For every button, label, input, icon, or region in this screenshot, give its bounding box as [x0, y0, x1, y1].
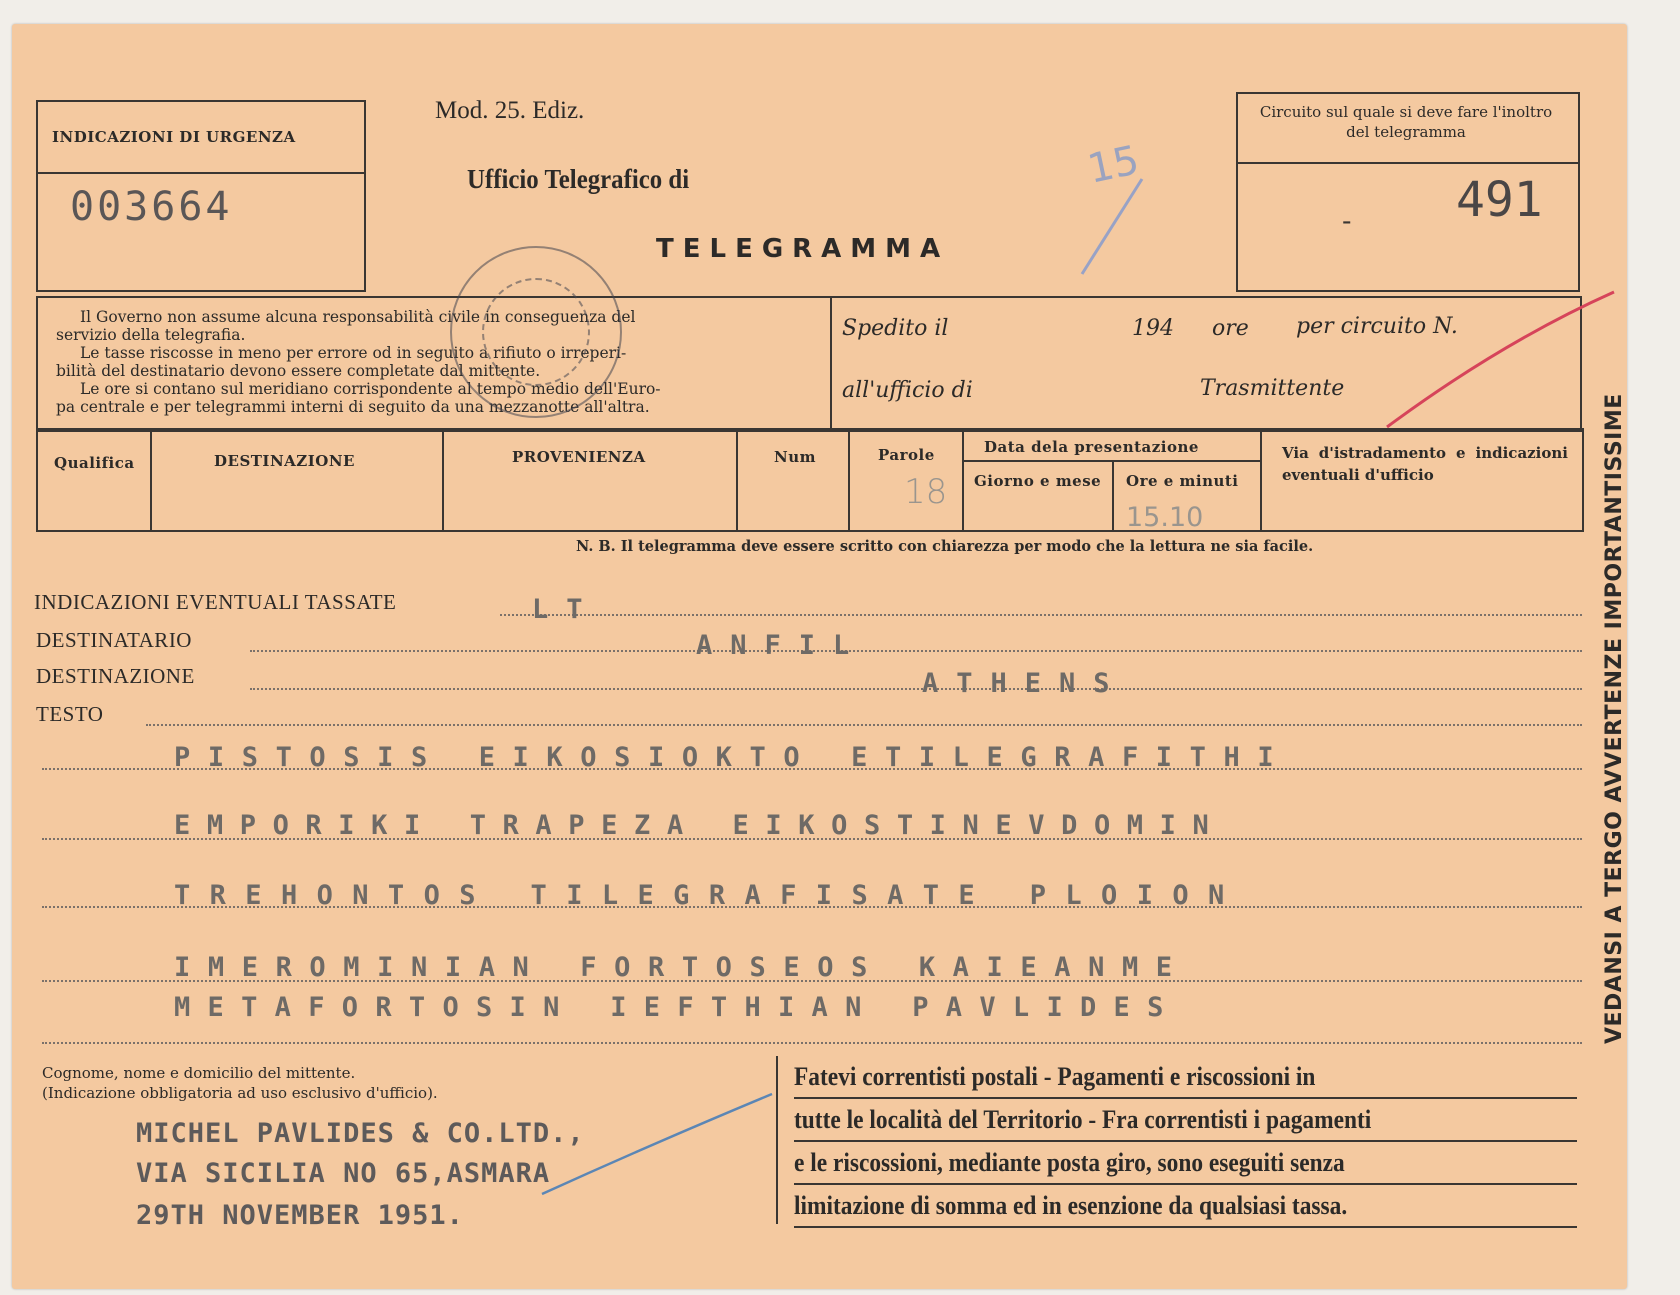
notice-line: pa centrale e per telegrammi interni di seguito da una mezzanotte all'altra.	[56, 398, 650, 416]
pencil-stroke	[1072, 174, 1152, 284]
side-warning-text: VEDANSI A TERGO AVVERTENZE IMPORTANTISSIME	[1602, 393, 1627, 1044]
circuit-number: 491	[1456, 172, 1543, 228]
nb-note: N. B. Il telegramma deve essere scritto con chiarezza per modo che la lettura ne sia facile.	[576, 538, 1314, 555]
advert-line: tutte le località del Territorio - Fra correntisti i pagamenti	[794, 1099, 1577, 1142]
destinazione-label: DESTINAZIONE	[36, 664, 195, 688]
blue-pen-stroke	[532, 1084, 792, 1204]
pencil-mark: 15	[1083, 137, 1144, 193]
tassate-label: INDICAZIONI EVENTUALI TASSATE	[34, 590, 397, 614]
col-num: Num	[774, 448, 816, 466]
office-label: Ufficio Telegrafico di	[467, 164, 690, 194]
col-data-presentazione: Data dela presentazione	[984, 438, 1199, 456]
circuit-dash: -	[1342, 204, 1352, 237]
ore-label: ore	[1212, 316, 1249, 341]
advert-line: limitazione di somma ed in esenzione da qualsiasi tassa.	[794, 1185, 1577, 1228]
document-title: TELEGRAMMA	[656, 234, 950, 264]
col-qualifica: Qualifica	[54, 454, 135, 472]
col-ore-minuti: Ore e minuti	[1126, 472, 1239, 490]
advert-divider	[776, 1056, 778, 1224]
sender-label-2: (Indicazione obbligatoria ad uso esclusivo d'ufficio).	[42, 1084, 438, 1102]
destinatario-value[interactable]: ANFIL	[696, 630, 868, 661]
text-line-5[interactable]: METAFORTOSIN IEFTHIAN PAVLIDES	[174, 992, 1181, 1023]
notice-line: Il Governo non assume alcuna responsabilità civile in conseguenza del	[80, 308, 636, 326]
circuit-label: Circuito sul quale si deve fare l'inoltro del telegramma	[1259, 103, 1553, 141]
advert-line: e le riscossioni, mediante posta giro, sono eseguiti senza	[794, 1142, 1577, 1185]
trasmittente-label: Trasmittente	[1200, 376, 1345, 401]
ufficio-label: all'ufficio di	[842, 378, 973, 403]
notice-line: Le tasse riscosse in meno per errore od in seguito a rifiuto o irreperi-	[80, 344, 627, 362]
telegram-form	[12, 24, 1627, 1289]
serial-number: 003664	[70, 184, 233, 230]
model-edition: Mod. 25. Ediz.	[435, 97, 585, 124]
testo-label: TESTO	[36, 702, 104, 726]
tassate-value[interactable]: LT	[532, 594, 601, 625]
per-circuito-label: per circuito N.	[1296, 314, 1458, 339]
sender-line-1[interactable]: MICHEL PAVLIDES & CO.LTD.,	[136, 1118, 585, 1149]
sender-label-1: Cognome, nome e domicilio del mittente.	[42, 1064, 356, 1082]
notice-line: bilità del destinatario devono essere completate dal mittente.	[56, 362, 541, 380]
advert-text	[794, 1056, 1577, 1228]
ore-minuti-value: 15.10	[1126, 502, 1204, 533]
notice-line: servizio della telegrafia.	[56, 326, 246, 344]
year-label: 194	[1132, 316, 1174, 341]
postmark-inner	[482, 278, 590, 386]
notice-text	[56, 308, 826, 416]
destinatario-label: DESTINATARIO	[36, 628, 192, 652]
col-parole: Parole	[878, 446, 935, 464]
sender-line-2[interactable]: VIA SICILIA NO 65,ASMARA	[136, 1158, 551, 1189]
parole-value: 18	[904, 472, 948, 512]
col-destinazione: DESTINAZIONE	[214, 452, 355, 470]
text-line-4[interactable]: IMEROMINIAN FORTOSEOS KAIEANME	[174, 952, 1190, 983]
col-via: Via d'istradamento e indicazioni eventuali d'ufficio	[1282, 444, 1568, 484]
text-line-2[interactable]: EMPORIKI TRAPEZA EIKOSTINEVDOMIN	[174, 810, 1226, 841]
urgency-label: INDICAZIONI DI URGENZA	[52, 128, 296, 146]
text-line-1[interactable]: PISTOSIS EIKOSIOKTO ETILEGRAFITHI	[174, 742, 1292, 773]
sender-line-3[interactable]: 29TH NOVEMBER 1951.	[136, 1200, 464, 1231]
advert-line: Fatevi correntisti postali - Pagamenti e riscossioni in	[794, 1056, 1577, 1099]
col-giorno-mese: Giorno e mese	[974, 472, 1102, 490]
destinazione-value[interactable]: ATHENS	[922, 668, 1128, 699]
notice-line: Le ore si contano sul meridiano corrispondente al tempo medio dell'Euro-	[80, 380, 661, 398]
spedito-label: Spedito il	[842, 316, 949, 341]
text-line-3[interactable]: TREHONTOS TILEGRAFISATE PLOION	[174, 880, 1244, 911]
col-provenienza: PROVENIENZA	[512, 448, 646, 466]
red-check-mark	[1382, 282, 1622, 432]
